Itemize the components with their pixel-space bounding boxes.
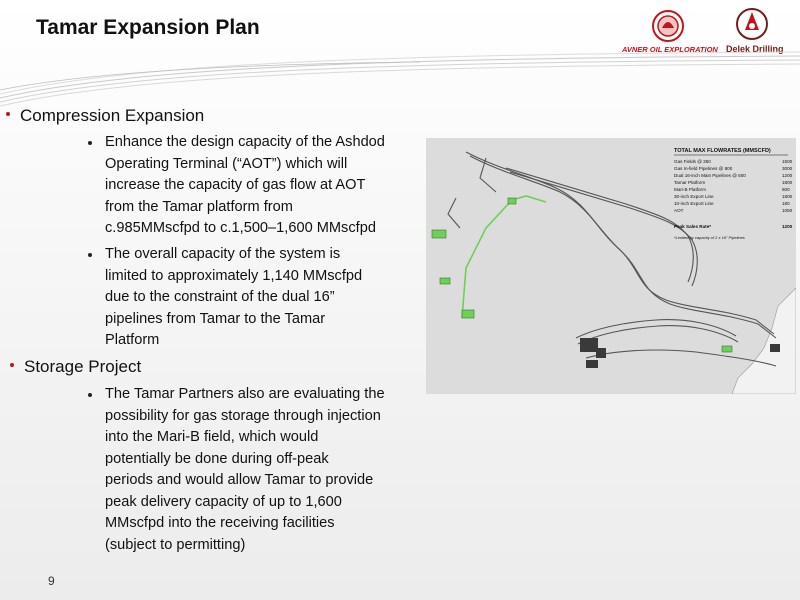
- sub-line: due to the constraint of the dual 16”: [105, 289, 335, 305]
- flowrate-row-value: 3000: [782, 166, 793, 171]
- sub-bullet-system-capacity: [105, 244, 362, 352]
- flowrate-table-header: TOTAL MAX FLOWRATES (MMSCFD): [674, 148, 771, 154]
- sub-line: possibility for gas storage through injection: [105, 407, 381, 424]
- flowrate-row-label: Dual 16-inch Main Pipelines @ 600: [674, 173, 746, 178]
- sub-line: pipelines from Tamar to the Tamar: [105, 310, 326, 327]
- sub-line: increase the capacity of gas flow at AOT: [105, 177, 366, 193]
- sub-line: Enhance the design capacity of the Ashdod: [105, 134, 385, 150]
- flowrate-row-value: 600: [782, 187, 790, 192]
- sub-line: from the Tamar platform from: [105, 198, 293, 215]
- flowrate-peak-label: Peak Sales Rate*: [674, 224, 712, 229]
- avner-logo: [622, 6, 718, 54]
- bullet-label: Storage Project: [24, 357, 142, 376]
- decorative-swoosh: [0, 50, 800, 110]
- sub-bullet-dot: [88, 253, 92, 257]
- bullet-dot: [6, 112, 10, 116]
- sub-line: Platform: [105, 332, 160, 348]
- flowrate-row-value: 1050: [782, 208, 793, 213]
- slide-title: Tamar Expansion Plan: [36, 16, 260, 39]
- sub-line: c.985MMscfpd to c.1,500–1,600 MMscfpd: [105, 220, 376, 236]
- sub-line: peak delivery capacity of up to 1,600: [105, 493, 342, 510]
- flowrate-row-label: Mari-B Platform: [674, 187, 706, 192]
- sub-line: into the Mari-B field, which would: [105, 429, 319, 445]
- flowrate-row-label: Gas In-field Pipelines @ 800: [674, 166, 733, 171]
- bullet-label: Compression Expansion: [20, 106, 205, 125]
- sub-line: MMscfpd into the receiving facilities: [105, 515, 335, 531]
- delek-logo-caption: Delek Drilling: [726, 44, 784, 54]
- sub-line: potentially be done during off-peak: [105, 450, 329, 467]
- flowrate-row-value: 180: [782, 201, 790, 206]
- flowrate-row-value: 1800: [782, 194, 793, 199]
- flowrate-row-label: 30-inch Export Line: [674, 194, 714, 199]
- flowrate-row-value: 1500: [782, 159, 793, 164]
- flowrate-row-value: 1200: [782, 173, 793, 178]
- sub-line: limited to approximately 1,140 MMscfpd: [105, 267, 363, 284]
- avner-logo-caption: AVNER OIL EXPLORATION: [622, 45, 718, 54]
- flowrate-row-label: Gas Fields @ 350: [674, 159, 711, 164]
- sub-bullet-dot: [88, 393, 92, 397]
- sub-line: (subject to permitting): [105, 536, 246, 553]
- flowrate-row-value: 1800: [782, 180, 793, 185]
- flowrate-row-label: 10-inch Export Line: [674, 201, 714, 206]
- flowrate-row-label: AOT: [674, 208, 684, 213]
- logo-group: [622, 6, 792, 54]
- bullet-storage-project: [24, 357, 141, 377]
- sub-line: Operating Terminal (“AOT”) which will: [105, 155, 348, 172]
- sub-bullet-mari-b-storage: [105, 384, 385, 556]
- delek-logo: [726, 6, 792, 54]
- sub-line: The overall capacity of the system is: [105, 246, 341, 262]
- sub-line: The Tamar Partners also are evaluating the: [105, 386, 385, 402]
- flowrate-peak-value: 1200: [782, 224, 793, 229]
- page-number: 9: [48, 574, 55, 588]
- pipeline-map-drawing: [426, 138, 796, 394]
- sub-bullet-aot-capacity: [105, 132, 385, 240]
- sub-bullet-dot: [88, 141, 92, 145]
- sub-line: periods and would allow Tamar to provide: [105, 472, 374, 488]
- bullet-dot: [10, 363, 14, 367]
- bullet-compression-expansion: [20, 106, 204, 126]
- flowrate-row-label: Tamar Platform: [674, 180, 706, 185]
- flowrate-footnote: *Limited by capacity of 2 x 16" Pipelines: [674, 235, 745, 240]
- pipeline-map: [426, 138, 796, 394]
